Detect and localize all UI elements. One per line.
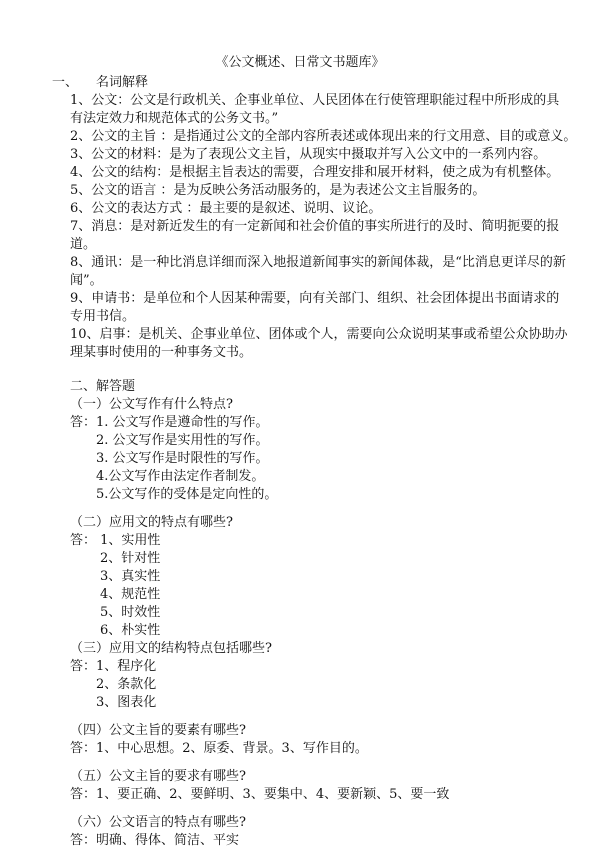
answer-line: 答：1. 公文写作是遵命性的写作。 [70, 415, 269, 430]
question: （四）公文主旨的要素有哪些? [70, 723, 246, 738]
document-title: 《公文概述、日常文书题库》 [215, 55, 385, 70]
definition-line: 理某事时使用的一种事务文书。 [70, 345, 253, 360]
definition-line: 有法定效力和规范体式的公务文书。” [70, 111, 279, 126]
answer-line: 答：1、程序化 [70, 659, 157, 674]
question: （一）公文写作有什么特点? [70, 397, 233, 412]
definition-line: 道。 [70, 237, 97, 252]
answer-line: 5.公文写作的受体是定向性的。 [96, 487, 278, 502]
question: （二）应用文的特点有哪些? [70, 515, 233, 530]
definition-line: 10、启事：是机关、企事业单位、团体或个人，需要向公众说明某事或希望公众协助办 [70, 327, 568, 342]
answer-line: 答：1、中心思想。2、原委、背景。3、写作目的。 [70, 741, 368, 756]
answer-line: 2、条款化 [96, 677, 157, 692]
answer-line: 3. 公文写作是时限性的写作。 [96, 451, 269, 466]
answer-line: 3、图表化 [96, 695, 157, 710]
answer-line: 4、规范性 [100, 587, 161, 602]
answer-line: 4.公文写作由法定作者制发。 [96, 469, 265, 484]
definition-line: 专用书信。 [70, 309, 136, 324]
definition-line: 4、公文的结构：是根据主旨表达的需要，合理安排和展开材料，使之成为有机整体。 [70, 165, 560, 180]
section1-heading: 名词解释 [96, 75, 149, 90]
answer-line: 答：1、要正确、2、要鲜明、3、要集中、4、要新颖、5、要一致 [70, 787, 450, 802]
answer-line: 5、时效性 [100, 605, 161, 620]
definition-line: 9、申请书：是单位和个人因某种需要，向有关部门、组织、社会团体提出书面请求的 [70, 291, 560, 306]
section2-heading: 二、解答题 [70, 379, 136, 394]
answer-line: 答：明确、得体、简洁、平实 [70, 833, 240, 848]
section1-number: 一、 [52, 75, 79, 90]
answer-line: 6、朴实性 [100, 623, 161, 638]
answer-line: 2、针对性 [100, 551, 161, 566]
definition-line: 1、公文：公文是行政机关、企事业单位、人民团体在行使管理职能过程中所形成的具 [70, 93, 560, 108]
answer-line: 3、真实性 [100, 569, 161, 584]
question: （五）公文主旨的要求有哪些? [70, 769, 246, 784]
definition-line: 闻”。 [70, 273, 103, 288]
answer-line: 答： 1、实用性 [70, 533, 161, 548]
question: （六）公文语言的特点有哪些? [70, 815, 246, 830]
definition-line: 5、公文的语言 ：是为反映公务活动服务的，是为表述公文主旨服务的。 [70, 183, 486, 198]
definition-line: 7、消息：是对新近发生的有一定新闻和社会价值的事实所进行的及时、简明扼要的报 [70, 219, 560, 234]
definition-line: 2、公文的主旨 ：是指通过公文的全部内容所表述或体现出来的行文用意、目的或意义。 [70, 129, 577, 144]
question: （三）应用文的结构特点包括哪些? [70, 641, 272, 656]
definition-line: 6、公文的表达方式 ：最主要的是叙述、说明、议论。 [70, 201, 382, 216]
definition-line: 8、通讯：是一种比消息详细而深入地报道新闻事实的新闻体裁，是“比消息更详尽的新 [70, 255, 566, 270]
answer-line: 2. 公文写作是实用性的写作。 [96, 433, 269, 448]
definition-line: 3、公文的材料：是为了表现公文主旨，从现实中摄取并写入公文中的一系列内容。 [70, 147, 547, 162]
